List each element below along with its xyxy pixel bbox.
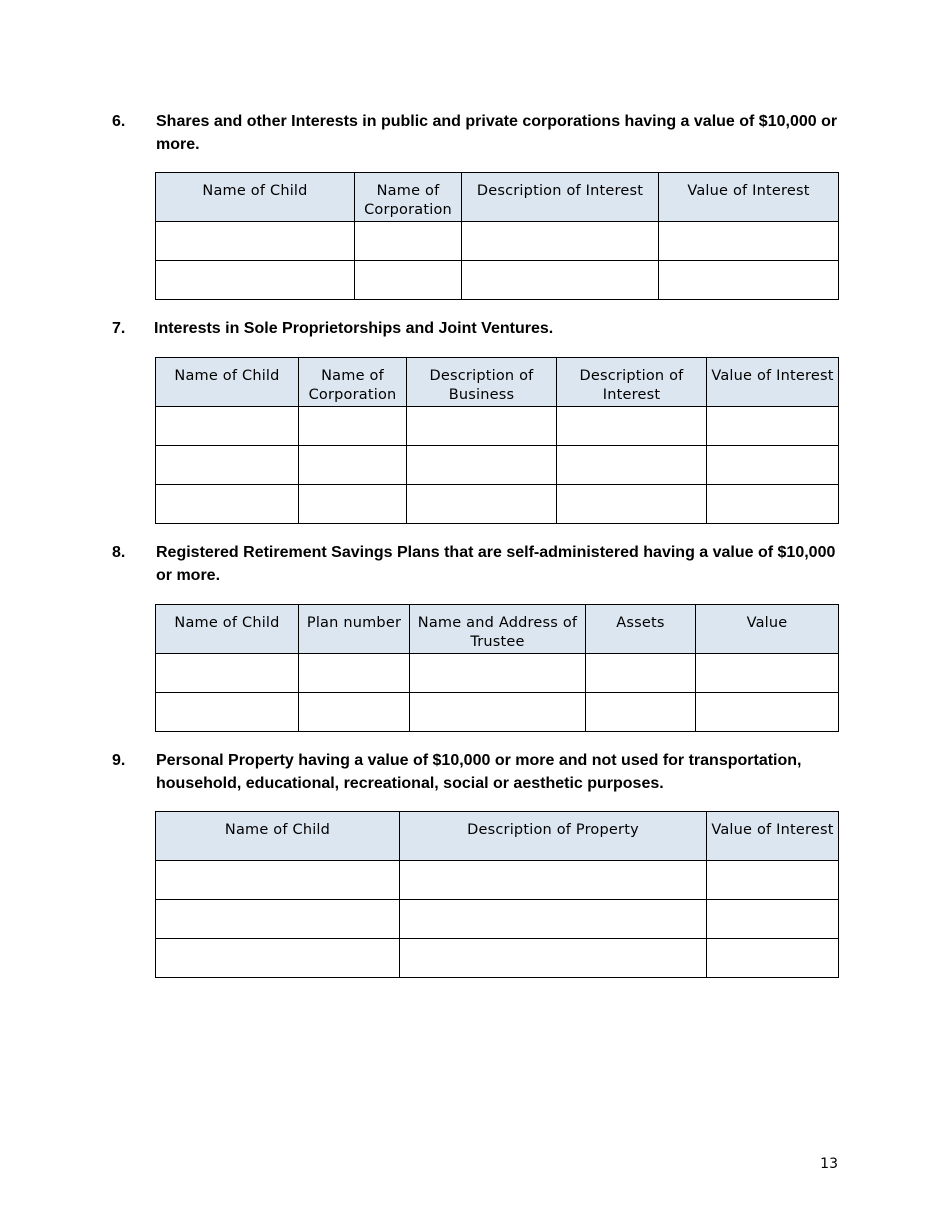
table-row <box>156 485 839 524</box>
section-title: Personal Property having a value of $10,000 or more and not used for transportation, household, educational, recreational, social or aesthetic purposes. <box>156 752 802 792</box>
input-cell[interactable] <box>156 407 299 446</box>
section-number: 7. <box>112 320 126 337</box>
input-cell[interactable] <box>156 900 400 939</box>
input-cell[interactable] <box>299 485 407 524</box>
input-cell[interactable] <box>462 261 659 300</box>
column-header: Name of Child <box>156 358 299 407</box>
section-number: 8. <box>112 544 126 561</box>
input-cell[interactable] <box>407 485 557 524</box>
table-row <box>156 939 839 978</box>
input-cell[interactable] <box>557 485 707 524</box>
table-row <box>156 222 839 261</box>
section-number: 9. <box>112 752 126 769</box>
column-header: Assets <box>586 605 696 654</box>
column-header: Plan number <box>299 605 410 654</box>
input-cell[interactable] <box>707 446 839 485</box>
input-cell[interactable] <box>299 693 410 732</box>
input-cell[interactable] <box>707 900 839 939</box>
table-row <box>156 693 839 732</box>
input-cell[interactable] <box>299 654 410 693</box>
column-header: Description of Interest <box>462 173 659 222</box>
input-cell[interactable] <box>299 446 407 485</box>
column-header: Name of Child <box>156 605 299 654</box>
input-cell[interactable] <box>462 222 659 261</box>
column-header: Name of Corporation <box>299 358 407 407</box>
column-header: Name of Child <box>156 173 355 222</box>
table-row <box>156 900 839 939</box>
input-cell[interactable] <box>355 261 462 300</box>
input-cell[interactable] <box>659 222 839 261</box>
column-header: Value of Interest <box>707 812 839 861</box>
input-cell[interactable] <box>355 222 462 261</box>
input-cell[interactable] <box>707 485 839 524</box>
table-row <box>156 261 839 300</box>
section-title: Interests in Sole Proprietorships and Joint Ventures. <box>154 320 554 337</box>
input-cell[interactable] <box>407 446 557 485</box>
input-cell[interactable] <box>707 407 839 446</box>
column-header: Value of Interest <box>659 173 839 222</box>
section-title: Registered Retirement Savings Plans that are self-administered having a value of $10,000 or more. <box>156 544 836 584</box>
column-header: Value of Interest <box>707 358 839 407</box>
table-row <box>156 861 839 900</box>
personal-property-table <box>155 811 839 978</box>
input-cell[interactable] <box>557 407 707 446</box>
input-cell[interactable] <box>299 407 407 446</box>
input-cell[interactable] <box>156 861 400 900</box>
input-cell[interactable] <box>156 261 355 300</box>
column-header: Name and Address of Trustee <box>410 605 586 654</box>
input-cell[interactable] <box>156 222 355 261</box>
input-cell[interactable] <box>707 861 839 900</box>
column-header: Description of Business <box>407 358 557 407</box>
table-row <box>156 446 839 485</box>
rrsp-table <box>155 604 839 732</box>
column-header: Description of Property <box>400 812 707 861</box>
table-row <box>156 407 839 446</box>
section-title: Shares and other Interests in public and private corporations having a value of $10,000 or more. <box>156 113 838 153</box>
input-cell[interactable] <box>586 654 696 693</box>
input-cell[interactable] <box>400 939 707 978</box>
input-cell[interactable] <box>400 900 707 939</box>
shares-table <box>155 172 839 300</box>
input-cell[interactable] <box>557 446 707 485</box>
input-cell[interactable] <box>696 693 839 732</box>
input-cell[interactable] <box>156 446 299 485</box>
section-number: 6. <box>112 113 126 130</box>
input-cell[interactable] <box>156 654 299 693</box>
input-cell[interactable] <box>407 407 557 446</box>
input-cell[interactable] <box>156 939 400 978</box>
input-cell[interactable] <box>707 939 839 978</box>
input-cell[interactable] <box>586 693 696 732</box>
column-header: Description of Interest <box>557 358 707 407</box>
page-number: 13 <box>820 1156 838 1172</box>
column-header: Name of Corporation <box>355 173 462 222</box>
input-cell[interactable] <box>156 693 299 732</box>
table-row <box>156 654 839 693</box>
input-cell[interactable] <box>410 693 586 732</box>
input-cell[interactable] <box>696 654 839 693</box>
input-cell[interactable] <box>400 861 707 900</box>
column-header: Value <box>696 605 839 654</box>
input-cell[interactable] <box>156 485 299 524</box>
proprietorships-table <box>155 357 839 524</box>
column-header: Name of Child <box>156 812 400 861</box>
input-cell[interactable] <box>410 654 586 693</box>
input-cell[interactable] <box>659 261 839 300</box>
